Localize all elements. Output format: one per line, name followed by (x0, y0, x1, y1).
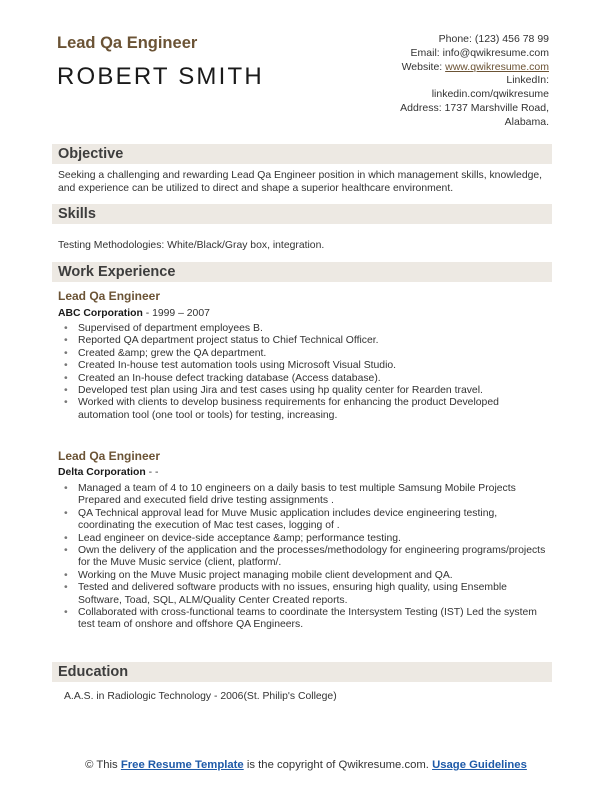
experience-heading: Work Experience (58, 264, 176, 280)
candidate-name: ROBERT SMITH (57, 63, 264, 90)
education-entry: A.A.S. in Radiologic Technology - 2006(St. Philip's College) (64, 691, 337, 702)
experience-section-header (52, 262, 552, 282)
skills-section-header (52, 204, 552, 224)
objective-heading: Objective (58, 146, 124, 162)
list-item: • Reported QA department project status to Chief Technical Officer. (64, 335, 548, 347)
job-title: Lead Qa Engineer (58, 289, 161, 303)
website-link[interactable]: www.qwikresume.com (445, 60, 549, 73)
free-resume-template-link[interactable]: Free Resume Template (120, 759, 244, 771)
job-dates: - 1999 – 2007 (142, 308, 210, 319)
footer-copyright (60, 758, 552, 772)
footer-prefix: © This (85, 759, 121, 771)
usage-guidelines-link[interactable]: Usage Guidelines (432, 759, 527, 771)
contact-address-line1: Address: 1737 Marshville Road, (400, 101, 549, 114)
contact-email: Email: info@qwikresume.com (410, 46, 549, 59)
list-item: • QA Technical approval lead for Muve Music application includes device engineering testing, coordinating the execution of Mac test cases, logging of . (64, 508, 548, 533)
footer-middle: is the copyright of Qwikresume.com. (243, 759, 433, 771)
contact-website (289, 61, 549, 75)
list-item: • Worked with clients to develop business requirements for enhancing the product Developed automation tool (one tool or tools) for testing, increasing. (64, 397, 548, 422)
list-item: • Collaborated with cross-functional teams to coordinate the Intersystem Testing (IST) Led the system test team of onshore and offshore QA Engineers. (64, 607, 548, 632)
job-company-line (58, 467, 158, 478)
job-company: Delta Corporation (58, 467, 146, 478)
list-item: • Supervised of department employees B. (64, 323, 548, 335)
list-item: • Managed a team of 4 to 10 engineers on a daily basis to test multiple Samsung Mobile Projects Prepared and executed field drive testing assignments . (64, 483, 548, 508)
list-item: • Own the delivery of the application and the processes/methodology for engineering programs/projects for the Muve Music service (client, platform/. (64, 545, 548, 570)
job-company-line (58, 308, 210, 319)
education-heading: Education (58, 664, 129, 680)
list-item: • Lead engineer on device-side acceptance &amp; performance testing. (64, 533, 548, 545)
list-item: • Working on the Muve Music project managing mobile client development and QA. (64, 570, 548, 582)
list-item: • Created In-house test automation tools using Microsoft Visual Studio. (64, 360, 548, 372)
education-section-header (52, 662, 552, 682)
header-job-title: Lead Qa Engineer (57, 34, 198, 52)
contact-phone: Phone: (123) 456 78 99 (438, 33, 549, 45)
list-item: • Developed test plan using Jira and test cases using hp quality center for Rearden travel. (64, 385, 548, 397)
contact-address-line2: Alabama. (504, 115, 549, 128)
job-dates: - - (145, 467, 159, 478)
objective-section-header (52, 144, 552, 164)
contact-block (289, 33, 549, 130)
job-bullets (64, 483, 548, 632)
contact-linkedin-value: linkedin.com/qwikresume (431, 88, 549, 101)
objective-text: Seeking a challenging and rewarding Lead Qa Engineer position in which management skills, knowledge, and experience can be utilized to direct and shape a superior healthcare environment. (58, 170, 543, 194)
job-title: Lead Qa Engineer (58, 449, 161, 463)
job-company: ABC Corporation (58, 308, 143, 319)
contact-linkedin-label: LinkedIn: (506, 74, 549, 87)
list-item: • Created an In-house defect tracking database (Access database). (64, 373, 548, 385)
job-bullets (64, 323, 548, 422)
contact-website-label: Website: (401, 60, 446, 73)
list-item: • Tested and delivered software products with no issues, ensuring high quality, using Ensemble Software, Toad, SQL, ALM/Quality Center Created reports. (64, 582, 548, 607)
list-item: • Created &amp; grew the QA department. (64, 348, 548, 360)
skills-heading: Skills (58, 206, 96, 222)
skills-text: Testing Methodologies: White/Black/Gray box, integration. (58, 240, 325, 251)
